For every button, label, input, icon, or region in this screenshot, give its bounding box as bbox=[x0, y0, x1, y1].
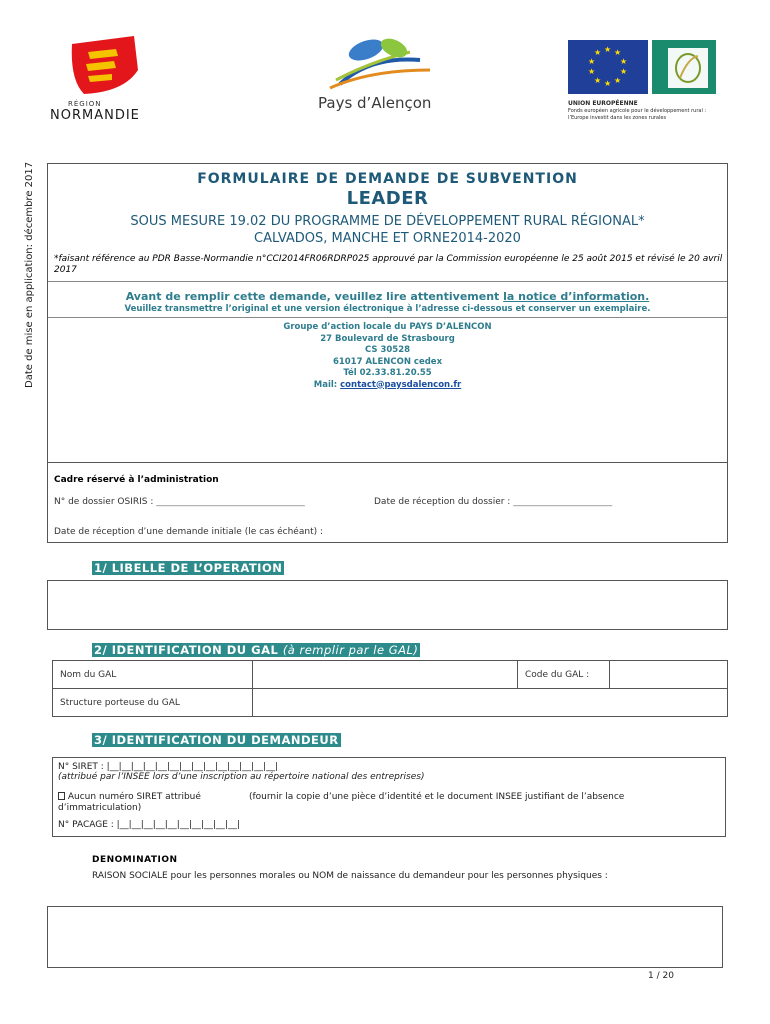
notice-line-1 bbox=[48, 290, 727, 303]
svg-text:★: ★ bbox=[588, 57, 596, 66]
section-2-title: 2/ IDENTIFICATION DU GAL bbox=[94, 643, 283, 657]
code-gal-field[interactable] bbox=[610, 661, 728, 689]
notice-block bbox=[48, 281, 727, 318]
eu-flag-icon bbox=[568, 38, 718, 98]
pays-alencon-leaf-icon bbox=[310, 36, 450, 96]
siret-insee-note: (attribué par l’INSEE lors d’une inscription au répertoire national des entreprises) bbox=[58, 772, 425, 782]
admin-reserved-box bbox=[48, 462, 727, 543]
no-siret-checkbox[interactable] bbox=[58, 792, 258, 814]
pdr-footnote: *faisant référence au PDR Basse-Normandie n°CCI2014FR06RDRP025 approuvé par la Commission européenne le 25 août 2015 et révisé le 20 avril 2017 bbox=[54, 254, 723, 275]
nom-gal-field[interactable] bbox=[253, 661, 518, 689]
form-title-leader: LEADER bbox=[346, 188, 429, 209]
contact-address: 27 Boulevard de Strasbourg bbox=[320, 333, 455, 344]
eu-sub-label: Fonds européen agricole pour le développement rural : l’Europe investit dans les zones rurales bbox=[568, 108, 707, 121]
denomination-instructions: RAISON SOCIALE pour les personnes morales ou NOM de naissance du demandeur pour les personnes physiques : bbox=[92, 871, 608, 881]
structure-porteuse-field[interactable] bbox=[253, 689, 728, 717]
svg-text:★: ★ bbox=[620, 57, 628, 66]
nom-gal-label: Nom du GAL bbox=[53, 661, 253, 689]
subtitle-line-1: SOUS MESURE 19.02 DU PROGRAMME DE DÉVELOPPEMENT RURAL RÉGIONAL* bbox=[130, 214, 645, 229]
admin-reserved-title: Cadre réservé à l’administration bbox=[54, 475, 219, 485]
osiris-blank[interactable]: _________________________________ bbox=[156, 497, 305, 507]
demandeur-identification-box bbox=[52, 757, 726, 837]
header-box bbox=[47, 163, 728, 543]
pays-alencon-label: Pays d’Alençon bbox=[318, 94, 432, 112]
contact-cs: CS 30528 bbox=[364, 345, 411, 355]
logos-bar bbox=[0, 28, 770, 128]
notice-line-2: Veuillez transmettre l’original et une version électronique à l’adresse ci-dessous et conserver un exemplaire. bbox=[124, 304, 651, 314]
normandie-shield-icon bbox=[64, 34, 144, 98]
osiris-field[interactable] bbox=[54, 497, 305, 507]
svg-text:★: ★ bbox=[594, 76, 602, 85]
date-application-side-text: Date de mise en application: décembre 2017 bbox=[24, 161, 35, 388]
region-normandie-logo bbox=[46, 34, 166, 124]
notice-link[interactable]: la notice d’information. bbox=[503, 290, 650, 303]
svg-text:★: ★ bbox=[588, 67, 596, 76]
subtitle-line-2: CALVADOS, MANCHE ET ORNE2014-2020 bbox=[254, 231, 521, 246]
eu-caption bbox=[568, 100, 723, 122]
svg-text:★: ★ bbox=[604, 79, 612, 88]
normandie-label: NORMANDIE bbox=[50, 108, 140, 123]
contact-phone: Tél 02.33.81.20.55 bbox=[343, 368, 432, 378]
contact-city: 61017 ALENCON cedex bbox=[332, 356, 443, 367]
structure-porteuse-label: Structure porteuse du GAL bbox=[53, 689, 253, 717]
osiris-label: N° de dossier OSIRIS : bbox=[54, 497, 157, 507]
initial-request-date-field[interactable]: Date de réception d’une demande initiale (le cas échéant) : bbox=[54, 527, 323, 537]
contact-gal-name: Groupe d’action locale du PAYS D’ALENCON bbox=[283, 322, 492, 332]
table-row bbox=[53, 661, 728, 689]
form-subtitle bbox=[48, 213, 727, 247]
denomination-heading: DENOMINATION bbox=[92, 855, 178, 865]
svg-text:★: ★ bbox=[620, 67, 628, 76]
reception-date-field[interactable] bbox=[374, 497, 612, 507]
section-2-note: (à remplir par le GAL) bbox=[282, 643, 419, 657]
svg-text:★: ★ bbox=[614, 48, 622, 57]
svg-text:★: ★ bbox=[594, 48, 602, 57]
no-siret-instructions: (fournir la copie d’une pièce d’identité et le document INSEE justifiant de l’absence bbox=[249, 792, 625, 802]
region-label: RÉGION bbox=[68, 100, 102, 108]
svg-text:★: ★ bbox=[614, 76, 622, 85]
gal-identification-table bbox=[52, 660, 728, 717]
page-number: 1 / 20 bbox=[648, 971, 674, 981]
notice-line-1-text: Avant de remplir cette demande, veuillez lire attentivement bbox=[125, 290, 504, 303]
table-row bbox=[53, 689, 728, 717]
eu-union-label: UNION EUROPÉENNE bbox=[568, 100, 638, 107]
contact-mail-row bbox=[48, 380, 727, 392]
section-2-heading bbox=[92, 643, 420, 657]
reception-date-label: Date de réception du dossier : bbox=[374, 497, 514, 507]
code-gal-label: Code du GAL : bbox=[518, 661, 610, 689]
pacage-field[interactable]: N° PACAGE : |__|__|__|__|__|__|__|__|__|__| bbox=[58, 820, 240, 830]
contact-mail-link[interactable]: contact@paysdalencon.fr bbox=[340, 379, 462, 390]
section-3-heading: 3/ IDENTIFICATION DU DEMANDEUR bbox=[94, 733, 339, 747]
checkbox-icon[interactable] bbox=[58, 792, 65, 800]
svg-text:★: ★ bbox=[604, 45, 612, 54]
form-title: FORMULAIRE DE DEMANDE DE SUBVENTION bbox=[197, 171, 578, 187]
no-siret-label: Aucun numéro SIRET attribué d’immatriculation) bbox=[58, 792, 201, 813]
gal-contact-block bbox=[48, 322, 727, 391]
contact-mail-label: Mail: bbox=[313, 379, 341, 390]
pays-alencon-logo bbox=[310, 36, 450, 126]
eu-leader-logo bbox=[568, 38, 728, 124]
section-1-heading: 1/ LIBELLE DE L’OPERATION bbox=[94, 561, 283, 575]
denomination-field[interactable] bbox=[47, 906, 723, 968]
libelle-operation-field[interactable] bbox=[47, 580, 728, 630]
reception-date-blank[interactable]: ______________________ bbox=[513, 497, 613, 507]
siret-field[interactable]: N° SIRET : |__|__|__|__|__|__|__|__|__|__|__|__|__|__| bbox=[58, 762, 279, 772]
